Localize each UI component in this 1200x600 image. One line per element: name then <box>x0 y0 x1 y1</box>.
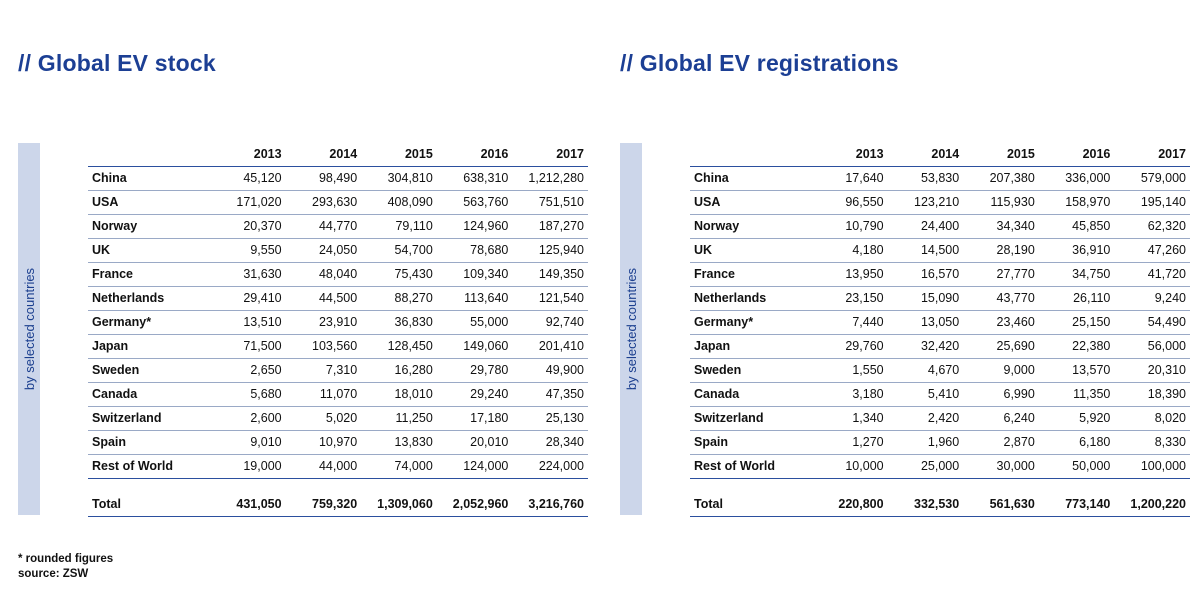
cell: 44,000 <box>286 455 362 479</box>
side-label-bar-right <box>620 143 642 515</box>
total-cell: 431,050 <box>210 493 286 517</box>
cell: 50,000 <box>1039 455 1115 479</box>
total-cell: 2,052,960 <box>437 493 513 517</box>
table-body-right <box>690 167 1190 517</box>
cell: 2,650 <box>210 359 286 383</box>
cell: 11,070 <box>286 383 362 407</box>
cell: 201,410 <box>512 335 588 359</box>
cell: 563,760 <box>437 191 513 215</box>
table-row <box>690 407 1190 431</box>
cell: 8,330 <box>1114 431 1190 455</box>
row-label: Switzerland <box>690 407 812 431</box>
cell: 149,060 <box>437 335 513 359</box>
cell: 125,940 <box>512 239 588 263</box>
cell: 8,020 <box>1114 407 1190 431</box>
row-label: UK <box>88 239 210 263</box>
cell: 41,720 <box>1114 263 1190 287</box>
row-label: France <box>88 263 210 287</box>
cell: 55,000 <box>437 311 513 335</box>
total-cell: 3,216,760 <box>512 493 588 517</box>
spacer-cell <box>210 479 286 494</box>
cell: 6,180 <box>1039 431 1115 455</box>
cell: 20,310 <box>1114 359 1190 383</box>
table-row <box>88 431 588 455</box>
cell: 15,090 <box>888 287 964 311</box>
cell: 304,810 <box>361 167 437 191</box>
total-cell: 773,140 <box>1039 493 1115 517</box>
footnote-rounded-figures: * rounded figures <box>18 553 114 565</box>
table-total-row <box>690 493 1190 517</box>
column-header <box>690 143 812 167</box>
cell: 43,770 <box>963 287 1039 311</box>
footnote-source: source: ZSW <box>18 568 89 580</box>
cell: 1,270 <box>812 431 888 455</box>
table-row <box>88 407 588 431</box>
table-header-right <box>690 143 1190 167</box>
cell: 44,770 <box>286 215 362 239</box>
table-body-left <box>88 167 588 517</box>
cell: 23,460 <box>963 311 1039 335</box>
cell: 113,640 <box>437 287 513 311</box>
cell: 187,270 <box>512 215 588 239</box>
total-cell: 332,530 <box>888 493 964 517</box>
cell: 24,050 <box>286 239 362 263</box>
cell: 26,110 <box>1039 287 1115 311</box>
cell: 121,540 <box>512 287 588 311</box>
table-wrapper-right <box>690 143 1190 517</box>
column-header: 2013 <box>812 143 888 167</box>
cell: 29,240 <box>437 383 513 407</box>
table-row <box>690 359 1190 383</box>
cell: 408,090 <box>361 191 437 215</box>
column-header: 2015 <box>361 143 437 167</box>
table-row <box>88 167 588 191</box>
panel-global-ev-stock <box>0 0 590 600</box>
cell: 4,180 <box>812 239 888 263</box>
table-total-row <box>88 493 588 517</box>
cell: 103,560 <box>286 335 362 359</box>
cell: 638,310 <box>437 167 513 191</box>
cell: 20,010 <box>437 431 513 455</box>
cell: 23,150 <box>812 287 888 311</box>
table-row <box>88 455 588 479</box>
cell: 1,960 <box>888 431 964 455</box>
cell: 224,000 <box>512 455 588 479</box>
cell: 47,350 <box>512 383 588 407</box>
cell: 75,430 <box>361 263 437 287</box>
table-row <box>690 239 1190 263</box>
side-label-left: by selected countries <box>21 267 37 391</box>
column-header: 2015 <box>963 143 1039 167</box>
cell: 45,850 <box>1039 215 1115 239</box>
table-row <box>690 311 1190 335</box>
cell: 207,380 <box>963 167 1039 191</box>
cell: 29,780 <box>437 359 513 383</box>
row-label: Norway <box>88 215 210 239</box>
cell: 9,010 <box>210 431 286 455</box>
table-row <box>690 455 1190 479</box>
table-row <box>690 431 1190 455</box>
cell: 25,000 <box>888 455 964 479</box>
spacer-cell <box>1039 479 1115 494</box>
row-label: Netherlands <box>690 287 812 311</box>
cell: 30,000 <box>963 455 1039 479</box>
cell: 14,500 <box>888 239 964 263</box>
total-cell: 220,800 <box>812 493 888 517</box>
cell: 47,260 <box>1114 239 1190 263</box>
spacer-cell <box>361 479 437 494</box>
table-row <box>88 191 588 215</box>
cell: 25,130 <box>512 407 588 431</box>
table-row <box>690 335 1190 359</box>
total-cell: 1,309,060 <box>361 493 437 517</box>
cell: 128,450 <box>361 335 437 359</box>
table-wrapper-left <box>88 143 588 517</box>
cell: 17,640 <box>812 167 888 191</box>
cell: 34,750 <box>1039 263 1115 287</box>
table-header-row <box>690 143 1190 167</box>
cell: 9,000 <box>963 359 1039 383</box>
table-row <box>690 263 1190 287</box>
table-header-left <box>88 143 588 167</box>
cell: 2,600 <box>210 407 286 431</box>
table-row <box>690 191 1190 215</box>
cell: 96,550 <box>812 191 888 215</box>
cell: 28,190 <box>963 239 1039 263</box>
column-header: 2016 <box>1039 143 1115 167</box>
cell: 13,050 <box>888 311 964 335</box>
row-label: Rest of World <box>88 455 210 479</box>
cell: 48,040 <box>286 263 362 287</box>
total-label: Total <box>88 493 210 517</box>
row-label: USA <box>690 191 812 215</box>
page-title-left: // Global EV stock <box>18 50 216 76</box>
cell: 579,000 <box>1114 167 1190 191</box>
cell: 100,000 <box>1114 455 1190 479</box>
cell: 18,010 <box>361 383 437 407</box>
cell: 13,510 <box>210 311 286 335</box>
cell: 56,000 <box>1114 335 1190 359</box>
cell: 92,740 <box>512 311 588 335</box>
cell: 18,390 <box>1114 383 1190 407</box>
cell: 27,770 <box>963 263 1039 287</box>
cell: 74,000 <box>361 455 437 479</box>
row-label: Netherlands <box>88 287 210 311</box>
row-label: China <box>690 167 812 191</box>
panel-global-ev-registrations <box>602 0 1192 600</box>
row-label: Sweden <box>88 359 210 383</box>
cell: 79,110 <box>361 215 437 239</box>
row-label: China <box>88 167 210 191</box>
table-header-row <box>88 143 588 167</box>
cell: 293,630 <box>286 191 362 215</box>
spacer-cell <box>812 479 888 494</box>
cell: 25,150 <box>1039 311 1115 335</box>
row-label: Switzerland <box>88 407 210 431</box>
cell: 88,270 <box>361 287 437 311</box>
cell: 10,790 <box>812 215 888 239</box>
cell: 16,280 <box>361 359 437 383</box>
row-label: Germany* <box>690 311 812 335</box>
cell: 9,550 <box>210 239 286 263</box>
cell: 54,490 <box>1114 311 1190 335</box>
cell: 5,920 <box>1039 407 1115 431</box>
table-row <box>690 167 1190 191</box>
column-header: 2016 <box>437 143 513 167</box>
row-label: Japan <box>690 335 812 359</box>
cell: 71,500 <box>210 335 286 359</box>
cell: 20,370 <box>210 215 286 239</box>
cell: 31,630 <box>210 263 286 287</box>
cell: 23,910 <box>286 311 362 335</box>
spacer-cell <box>88 479 210 494</box>
cell: 29,410 <box>210 287 286 311</box>
table-row <box>88 215 588 239</box>
table-row <box>690 287 1190 311</box>
table-spacer-row <box>690 479 1190 494</box>
table-spacer-row <box>88 479 588 494</box>
cell: 4,670 <box>888 359 964 383</box>
column-header: 2014 <box>286 143 362 167</box>
cell: 3,180 <box>812 383 888 407</box>
column-header: 2017 <box>512 143 588 167</box>
cell: 13,830 <box>361 431 437 455</box>
cell: 78,680 <box>437 239 513 263</box>
cell: 6,990 <box>963 383 1039 407</box>
table-row <box>88 287 588 311</box>
side-label-bar-left <box>18 143 40 515</box>
column-header: 2013 <box>210 143 286 167</box>
cell: 36,910 <box>1039 239 1115 263</box>
row-label: Canada <box>88 383 210 407</box>
table-row <box>88 263 588 287</box>
cell: 24,400 <box>888 215 964 239</box>
total-cell: 561,630 <box>963 493 1039 517</box>
row-label: UK <box>690 239 812 263</box>
row-label: Spain <box>88 431 210 455</box>
cell: 6,240 <box>963 407 1039 431</box>
cell: 336,000 <box>1039 167 1115 191</box>
cell: 5,410 <box>888 383 964 407</box>
cell: 53,830 <box>888 167 964 191</box>
cell: 7,310 <box>286 359 362 383</box>
column-header <box>88 143 210 167</box>
spacer-cell <box>512 479 588 494</box>
spacer-cell <box>437 479 513 494</box>
cell: 11,350 <box>1039 383 1115 407</box>
cell: 19,000 <box>210 455 286 479</box>
cell: 16,570 <box>888 263 964 287</box>
cell: 1,340 <box>812 407 888 431</box>
cell: 32,420 <box>888 335 964 359</box>
page-title-right: // Global EV registrations <box>620 50 899 76</box>
table-row <box>88 359 588 383</box>
cell: 28,340 <box>512 431 588 455</box>
footnotes <box>18 552 113 582</box>
table-global-ev-registrations <box>690 143 1190 517</box>
column-header: 2017 <box>1114 143 1190 167</box>
cell: 22,380 <box>1039 335 1115 359</box>
cell: 149,350 <box>512 263 588 287</box>
cell: 36,830 <box>361 311 437 335</box>
spacer-cell <box>286 479 362 494</box>
cell: 5,020 <box>286 407 362 431</box>
cell: 13,570 <box>1039 359 1115 383</box>
row-label: Japan <box>88 335 210 359</box>
cell: 7,440 <box>812 311 888 335</box>
cell: 195,140 <box>1114 191 1190 215</box>
cell: 1,550 <box>812 359 888 383</box>
cell: 109,340 <box>437 263 513 287</box>
cell: 54,700 <box>361 239 437 263</box>
cell: 10,970 <box>286 431 362 455</box>
cell: 13,950 <box>812 263 888 287</box>
table-global-ev-stock <box>88 143 588 517</box>
cell: 62,320 <box>1114 215 1190 239</box>
row-label: Spain <box>690 431 812 455</box>
row-label: Rest of World <box>690 455 812 479</box>
column-header: 2014 <box>888 143 964 167</box>
cell: 751,510 <box>512 191 588 215</box>
spacer-cell <box>963 479 1039 494</box>
cell: 9,240 <box>1114 287 1190 311</box>
cell: 115,930 <box>963 191 1039 215</box>
cell: 49,900 <box>512 359 588 383</box>
cell: 171,020 <box>210 191 286 215</box>
total-cell: 759,320 <box>286 493 362 517</box>
total-label: Total <box>690 493 812 517</box>
cell: 98,490 <box>286 167 362 191</box>
side-label-right: by selected countries <box>623 267 639 391</box>
spacer-cell <box>1114 479 1190 494</box>
table-row <box>690 215 1190 239</box>
row-label: Germany* <box>88 311 210 335</box>
cell: 124,960 <box>437 215 513 239</box>
spacer-cell <box>690 479 812 494</box>
cell: 34,340 <box>963 215 1039 239</box>
table-row <box>690 383 1190 407</box>
row-label: Norway <box>690 215 812 239</box>
row-label: Canada <box>690 383 812 407</box>
row-label: France <box>690 263 812 287</box>
cell: 10,000 <box>812 455 888 479</box>
cell: 158,970 <box>1039 191 1115 215</box>
cell: 17,180 <box>437 407 513 431</box>
table-row <box>88 335 588 359</box>
cell: 25,690 <box>963 335 1039 359</box>
cell: 11,250 <box>361 407 437 431</box>
cell: 2,870 <box>963 431 1039 455</box>
cell: 5,680 <box>210 383 286 407</box>
cell: 29,760 <box>812 335 888 359</box>
table-row <box>88 383 588 407</box>
cell: 124,000 <box>437 455 513 479</box>
cell: 45,120 <box>210 167 286 191</box>
total-cell: 1,200,220 <box>1114 493 1190 517</box>
row-label: Sweden <box>690 359 812 383</box>
row-label: USA <box>88 191 210 215</box>
spacer-cell <box>888 479 964 494</box>
cell: 123,210 <box>888 191 964 215</box>
cell: 44,500 <box>286 287 362 311</box>
table-row <box>88 239 588 263</box>
cell: 2,420 <box>888 407 964 431</box>
table-row <box>88 311 588 335</box>
cell: 1,212,280 <box>512 167 588 191</box>
